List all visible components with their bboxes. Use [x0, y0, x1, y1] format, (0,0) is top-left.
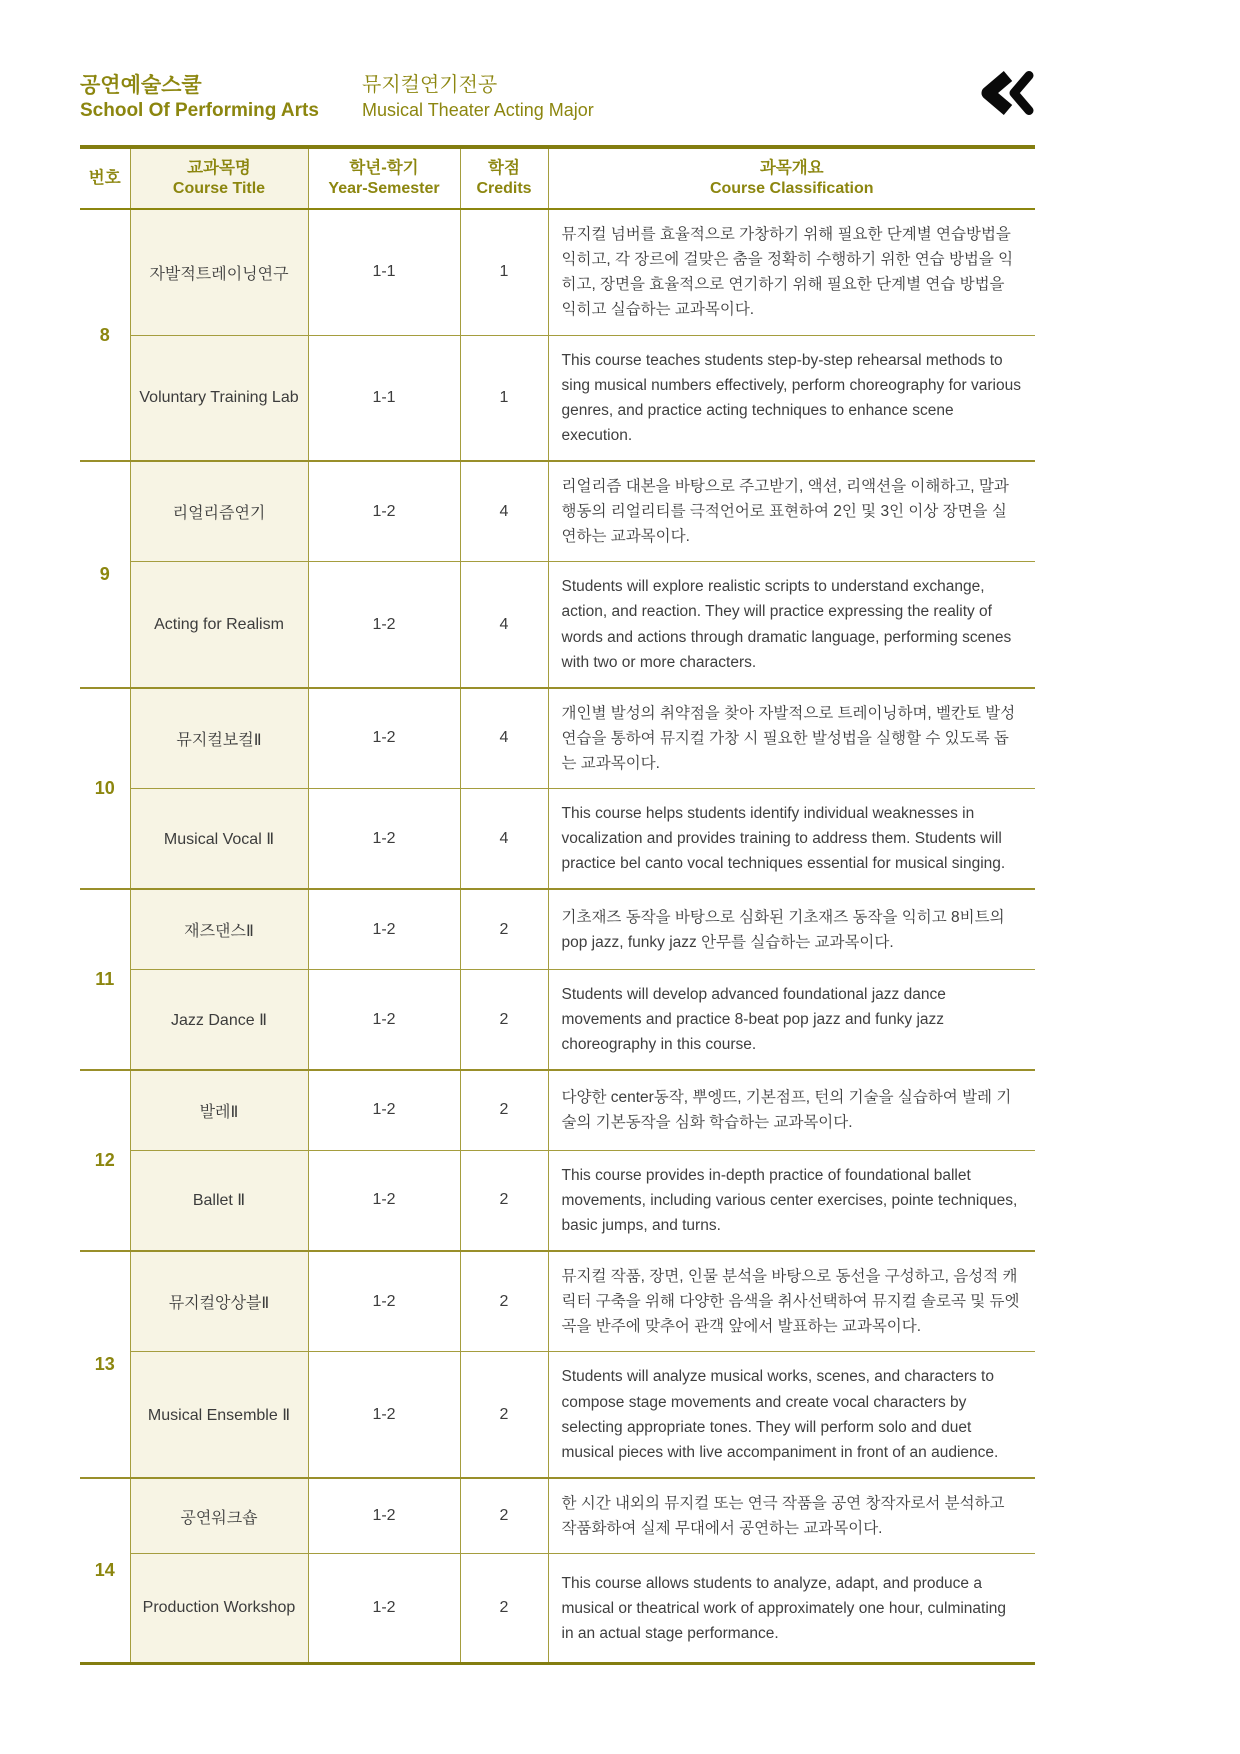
course-credits: 1 [460, 209, 548, 335]
course-description-kr: 기초재즈 동작을 바탕으로 심화된 기초재즈 동작을 익히고 8비트의 pop jazz, funky jazz 안무를 실습하는 교과목이다. [548, 889, 1035, 969]
course-row-kr [80, 688, 1035, 789]
ck-logo-icon [969, 68, 1035, 123]
course-group-10 [80, 688, 1035, 890]
course-description-en: This course helps students identify individual weaknesses in vocalization and provides training to address them. Students will practice bel canto vocal techniques essential for musical singing. [548, 789, 1035, 890]
major-name-en: Musical Theater Acting Major [362, 100, 594, 120]
course-semester: 1-2 [308, 1150, 460, 1251]
course-semester: 1-2 [308, 969, 460, 1070]
course-row-en [80, 335, 1035, 461]
course-semester: 1-2 [308, 1478, 460, 1554]
course-title-kr: 리얼리즘연기 [130, 461, 308, 562]
course-title-en: Acting for Realism [130, 562, 308, 688]
major-name [362, 72, 969, 122]
course-row-kr [80, 461, 1035, 562]
course-semester: 1-2 [308, 1070, 460, 1150]
course-group-8 [80, 209, 1035, 461]
course-row-en [80, 969, 1035, 1070]
course-credits: 2 [460, 969, 548, 1070]
course-title-en: Musical Vocal Ⅱ [130, 789, 308, 890]
course-number: 11 [80, 889, 130, 1070]
course-credits: 2 [460, 1251, 548, 1352]
page-header [80, 72, 1035, 123]
course-row-en [80, 1352, 1035, 1478]
course-number: 13 [80, 1251, 130, 1478]
course-group-14 [80, 1478, 1035, 1664]
course-description-en: Students will explore realistic scripts to understand exchange, action, and reaction. They will practice expressing the reality of words and actions through dramatic language, performing scenes with two or more characters. [548, 562, 1035, 688]
course-group-9 [80, 461, 1035, 688]
major-name-kr: 뮤지컬연기전공 [362, 74, 498, 96]
course-credits: 4 [460, 562, 548, 688]
course-semester: 1-1 [308, 335, 460, 461]
course-description-en: Students will analyze musical works, scenes, and characters to compose stage movements and create vocal characters by selecting appropriate tones. They will perform solo and duet musical pieces with live accompaniment in front of an audience. [548, 1352, 1035, 1478]
course-row-en [80, 1554, 1035, 1664]
course-number: 10 [80, 688, 130, 890]
course-row-kr [80, 209, 1035, 335]
course-group-12 [80, 1070, 1035, 1251]
course-title-en: Jazz Dance Ⅱ [130, 969, 308, 1070]
course-title-kr: 발레Ⅱ [130, 1070, 308, 1150]
course-row-en [80, 789, 1035, 890]
course-description-kr: 리얼리즘 대본을 바탕으로 주고받기, 액션, 리액션을 이해하고, 말과 행동의 리얼리티를 극적언어로 표현하여 2인 및 3인 이상 장면을 실연하는 교과목이다. [548, 461, 1035, 562]
course-description-kr: 한 시간 내외의 뮤지컬 또는 연극 작품을 공연 창작자로서 분석하고 작품화하여 실제 무대에서 공연하는 교과목이다. [548, 1478, 1035, 1554]
course-credits: 2 [460, 889, 548, 969]
course-number: 9 [80, 461, 130, 688]
course-description-en: This course allows students to analyze, adapt, and produce a musical or theatrical work of approximately one hour, culminating in an actual stage performance. [561, 1574, 1007, 1642]
course-description-en: This course teaches students step-by-step rehearsal methods to sing musical numbers effectively, perform choreography for various genres, and practice acting techniques to enhance scene execution. [548, 335, 1035, 461]
course-table-header [80, 147, 1035, 209]
course-description-kr: 다양한 center동작, 뿌엥뜨, 기본점프, 턴의 기술을 실습하여 발레 기술의 기본동작을 심화 학습하는 교과목이다. [548, 1070, 1035, 1150]
course-number: 8 [80, 209, 130, 461]
course-title-kr: 자발적트레이닝연구 [130, 209, 308, 335]
course-number: 14 [80, 1478, 130, 1664]
course-semester: 1-2 [308, 1251, 460, 1352]
course-credits: 4 [460, 789, 548, 890]
course-credits: 4 [460, 688, 548, 789]
course-credits: 2 [460, 1554, 548, 1664]
course-credits: 2 [460, 1478, 548, 1554]
course-description-kr: 개인별 발성의 취약점을 찾아 자발적으로 트레이닝하며, 벨칸토 발성연습을 통하여 뮤지컬 가창 시 필요한 발성법을 실행할 수 있도록 돕는 교과목이다. [548, 688, 1035, 789]
course-credits: 4 [460, 461, 548, 562]
course-title-kr: 재즈댄스Ⅱ [130, 889, 308, 969]
course-row-en [80, 1150, 1035, 1251]
school-name-kr: 공연예술스쿨 [80, 74, 202, 97]
course-description-kr: 뮤지컬 넘버를 효율적으로 가창하기 위해 필요한 단계별 연습방법을 익히고, 각 장르에 걸맞은 춤을 정확히 수행하기 위한 연습 방법을 익히고, 장면을 효율적으로 연기하기 위해 필요한 단계별 연습 방법을 익히고 실습하는 교과목이다. [548, 209, 1035, 335]
course-title-kr: 뮤지컬앙상블Ⅱ [130, 1251, 308, 1352]
col-header-classification: 과목개요 Course Classification [548, 147, 1035, 209]
school-name [80, 72, 362, 123]
course-description-en: Students will develop advanced foundational jazz dance movements and practice 8-beat pop jazz and funky jazz choreography in this course. [548, 969, 1035, 1070]
course-semester: 1-2 [308, 688, 460, 789]
course-semester: 1-2 [308, 461, 460, 562]
course-number: 12 [80, 1070, 130, 1251]
course-table [80, 145, 1035, 1665]
course-semester: 1-2 [308, 789, 460, 890]
course-group-13 [80, 1251, 1035, 1478]
course-title-en: Musical Ensemble Ⅱ [130, 1352, 308, 1478]
course-semester: 1-2 [308, 889, 460, 969]
course-group-11 [80, 889, 1035, 1070]
course-semester: 1-1 [308, 209, 460, 335]
course-credits: 1 [460, 335, 548, 461]
course-row-kr [80, 1070, 1035, 1150]
course-row-kr [80, 889, 1035, 969]
col-header-credits: 학점 Credits [460, 147, 548, 209]
col-header-title: 교과목명 Course Title [130, 147, 308, 209]
course-row-kr [80, 1251, 1035, 1352]
course-credits: 2 [460, 1150, 548, 1251]
school-name-en: School Of Performing Arts [80, 100, 319, 122]
course-semester: 1-2 [308, 562, 460, 688]
course-title-en: Voluntary Training Lab [130, 335, 308, 461]
course-row-kr [80, 1478, 1035, 1554]
course-description-kr: 뮤지컬 작품, 장면, 인물 분석을 바탕으로 동선을 구성하고, 음성적 캐릭터 구축을 위해 다양한 음색을 취사선택하여 뮤지컬 솔로곡 및 듀엣곡을 반주에 맞추어 관객 앞에서 발표하는 교과목이다. [548, 1251, 1035, 1352]
course-description-en: This course provides in-depth practice of foundational ballet movements, including various center exercises, pointe techniques, basic jumps, and turns. [548, 1150, 1035, 1251]
course-title-en: Production Workshop [130, 1554, 308, 1664]
col-header-no: 번호 [80, 147, 130, 209]
course-credits: 2 [460, 1352, 548, 1478]
col-header-semester: 학년-학기 Year-Semester [308, 147, 460, 209]
course-title-en: Ballet Ⅱ [130, 1150, 308, 1251]
course-credits: 2 [460, 1070, 548, 1150]
course-row-en [80, 562, 1035, 688]
course-title-kr: 공연워크숍 [130, 1478, 308, 1554]
course-semester: 1-2 [308, 1554, 460, 1664]
course-semester: 1-2 [308, 1352, 460, 1478]
course-title-kr: 뮤지컬보컬Ⅱ [130, 688, 308, 789]
